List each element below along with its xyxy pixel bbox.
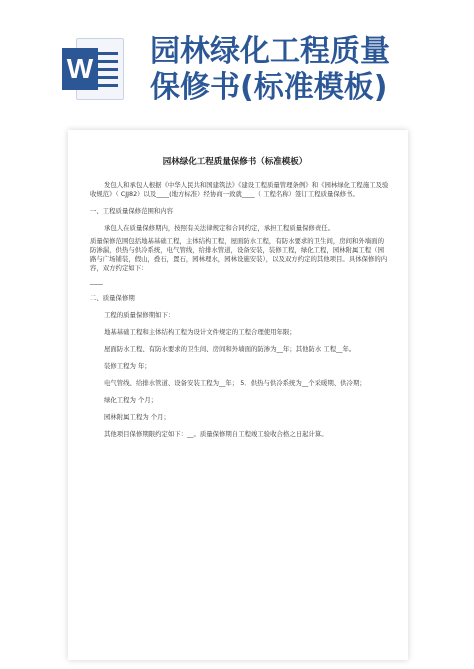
paragraph-other: 其他项目保修期限约定如下：__。质量保修期自工程竣工验收合格之日起计算。 [104,430,328,438]
header-banner [0,0,474,110]
word-document-icon [62,38,124,100]
paragraph-foundation: 地基基础工程和主体结构工程为设计文件规定的工程合理使用年限； [104,328,296,336]
section-heading-1: 一、工程质量保修范围和内容 [90,207,174,215]
paragraph-scope: 质量保修范围包括地基基础工程，主体结构工程，屋面防水工程，有防水要求的卫生间，房间和外墙面的防渗漏，供热与供冷系统，电气管线，给排水管道，设备安装，装修工程，绿化工程，园林附属工程（园路与广场铺装，假山，叠石，置石，园林理水，园林设施安装），以及双方约定的其他项目。具体保修的内容，双方约定如下： [90,237,388,272]
paragraph-electrical: 电气管线、给排水管道、设备安装工程为__年； 5．供热与供冷系统为__个采暖期、供冷期； [104,379,366,387]
word-letter-badge: W [62,48,98,90]
document-page [68,130,408,660]
paragraph-decoration: 装修工程为 年； [104,362,151,370]
paragraph-period-intro: 工程的质量保修期如下： [104,311,175,319]
paragraph-responsibility: 承包人在质量保修期内，按照有关法律规定和合同约定，承担工程质量保修责任。 [104,224,335,232]
banner-title-line2: 保修书(标准模板) [150,70,388,105]
paragraph-intro: 发包人和承包人根据《中华人民共和国建筑法》《建设工程质量管理条例》和《园林绿化工程施工及验收规范》（ CJJ82）以及____(地方标准）经协商一致就____（ 工程名称）签订工程质量保修书。 [90,181,389,198]
paragraph-waterproof: 屋面防水工程、有防水要求的卫生间、房间和外墙面的防渗为__年；其他防水 工程__年。 [104,345,356,353]
banner-title-line1: 园林绿化工程质量 [150,34,390,69]
banner-title [150,34,460,106]
paragraph-blank: ____ [90,277,103,285]
paragraph-ancillary: 园林附属工程为 个月； [104,413,170,421]
document-title: 园林绿化工程质量保修书（标准模板） [162,157,308,167]
section-heading-2: 二、质量保修期 [90,294,135,302]
paragraph-greening: 绿化工程为 个月； [104,396,158,404]
document-body [90,158,390,443]
